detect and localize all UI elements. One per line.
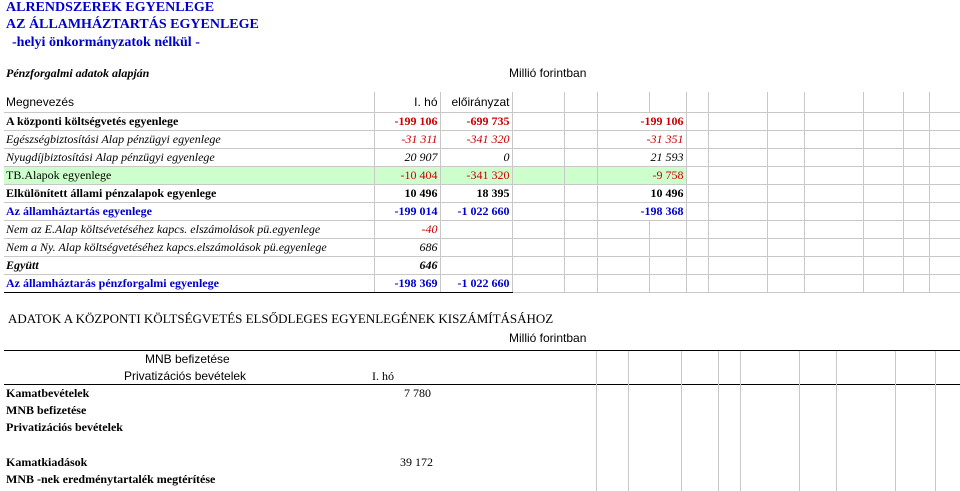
section2-top-rule [4, 350, 960, 351]
table-row [4, 167, 960, 185]
row-label: Egészségbiztosítási Alap pénzügyi egyenlege [4, 131, 374, 149]
table-row [4, 185, 960, 203]
list-item: Kamatbevételek [6, 386, 90, 400]
cell-month: -31 311 [374, 131, 440, 149]
cell-month: -10 404 [374, 167, 440, 185]
grid-line [740, 351, 741, 491]
row-label: Együtt [4, 257, 374, 275]
cell-cumulative: 10 496 [597, 185, 686, 203]
cell-month: -198 369 [374, 275, 440, 293]
cell-plan: -699 735 [440, 113, 512, 131]
row-label: Elkülönített állami pénzalapok egyenlege [4, 185, 374, 203]
table-row [4, 149, 960, 167]
grid-line [718, 351, 719, 491]
cell-cumulative: -198 368 [597, 203, 686, 221]
subtitle: Pénzforgalmi adatok alapján [6, 66, 150, 80]
cell-month: -40 [374, 221, 440, 239]
grid-line [895, 351, 896, 491]
section2-title: ADATOK A KÖZPONTI KÖLTSÉGVETÉS ELSŐDLEGES EGYENLEGÉNEK KISZÁMÍTÁSÁHOZ [8, 311, 554, 326]
table-row [4, 221, 960, 239]
row-label: TB.Alapok egyenlege [4, 167, 374, 185]
list-item: MNB befizetése [6, 403, 87, 417]
cell-month: 10 496 [374, 185, 440, 203]
cell-cumulative: 21 593 [597, 149, 686, 167]
grid-line [836, 351, 837, 491]
row-label: Nem az E.Alap költsévetéséhez kapcs. elszámolások pü.egyenlege [4, 221, 374, 239]
grid-line [596, 351, 597, 491]
cell-month: 20 907 [374, 149, 440, 167]
table-row [4, 203, 960, 221]
section2-header-line1: MNB befizetése [145, 352, 230, 366]
title-line-1: ALRENDSZEREK EGYENLEGE [6, 0, 215, 15]
section2-header-line2: Privatizációs bevételek [124, 369, 247, 383]
cell-plan: -1 022 660 [440, 275, 512, 293]
section2-unit: Millió forintban [509, 331, 587, 345]
grid-line [799, 351, 800, 491]
grid-line [628, 351, 629, 491]
list-item: MNB -nek eredménytartalék megtérítése [6, 472, 216, 486]
table-row [4, 275, 960, 293]
unit-label: Millió forintban [509, 66, 587, 80]
cell-plan: 0 [440, 149, 512, 167]
table-row [4, 239, 960, 257]
balance-table [4, 92, 960, 293]
row-label: Nem a Ny. Alap költségvetéséhez kapcs.elszámolások pü.egyenlege [4, 239, 374, 257]
list-item: Privatizációs bevételek [6, 420, 123, 434]
row-label: Az államháztarás pénzforgalmi egyenlege [4, 275, 374, 293]
row-label: A központi költségvetés egyenlege [4, 113, 374, 131]
list-item: Kamatkiadások [6, 455, 88, 469]
col-header-plan: előirányzat [440, 92, 512, 113]
list-item-value: 39 172 [400, 455, 433, 469]
cell-cumulative: -199 106 [597, 113, 686, 131]
row-label: Az államháztartás egyenlege [4, 203, 374, 221]
table-row [4, 257, 960, 275]
section2-header-rule [4, 384, 960, 385]
cell-cumulative: -9 758 [597, 167, 686, 185]
row-label: Nyugdíjbiztosítási Alap pénzügyi egyenlege [4, 149, 374, 167]
col-header-month: I. hó [374, 92, 440, 113]
table-row [4, 131, 960, 149]
cell-month: -199 106 [374, 113, 440, 131]
col-header-name: Megnevezés [4, 92, 374, 113]
title-line-3: -helyi önkormányzatok nélkül - [12, 35, 200, 50]
grid-line [681, 351, 682, 491]
title-line-2: AZ ÁLLAMHÁZTARTÁS EGYENLEGE [6, 17, 259, 32]
cell-plan: -1 022 660 [440, 203, 512, 221]
section2-col-month: I. hó [372, 369, 394, 383]
cell-month: -199 014 [374, 203, 440, 221]
cell-plan: -341 320 [440, 131, 512, 149]
list-item-value: 7 780 [404, 386, 431, 400]
grid-line [935, 351, 936, 491]
cell-plan: -341 320 [440, 167, 512, 185]
cell-cumulative: -31 351 [597, 131, 686, 149]
cell-month: 646 [374, 257, 440, 275]
cell-month: 686 [374, 239, 440, 257]
table-header-row [4, 92, 960, 113]
table-row [4, 113, 960, 131]
cell-plan: 18 395 [440, 185, 512, 203]
